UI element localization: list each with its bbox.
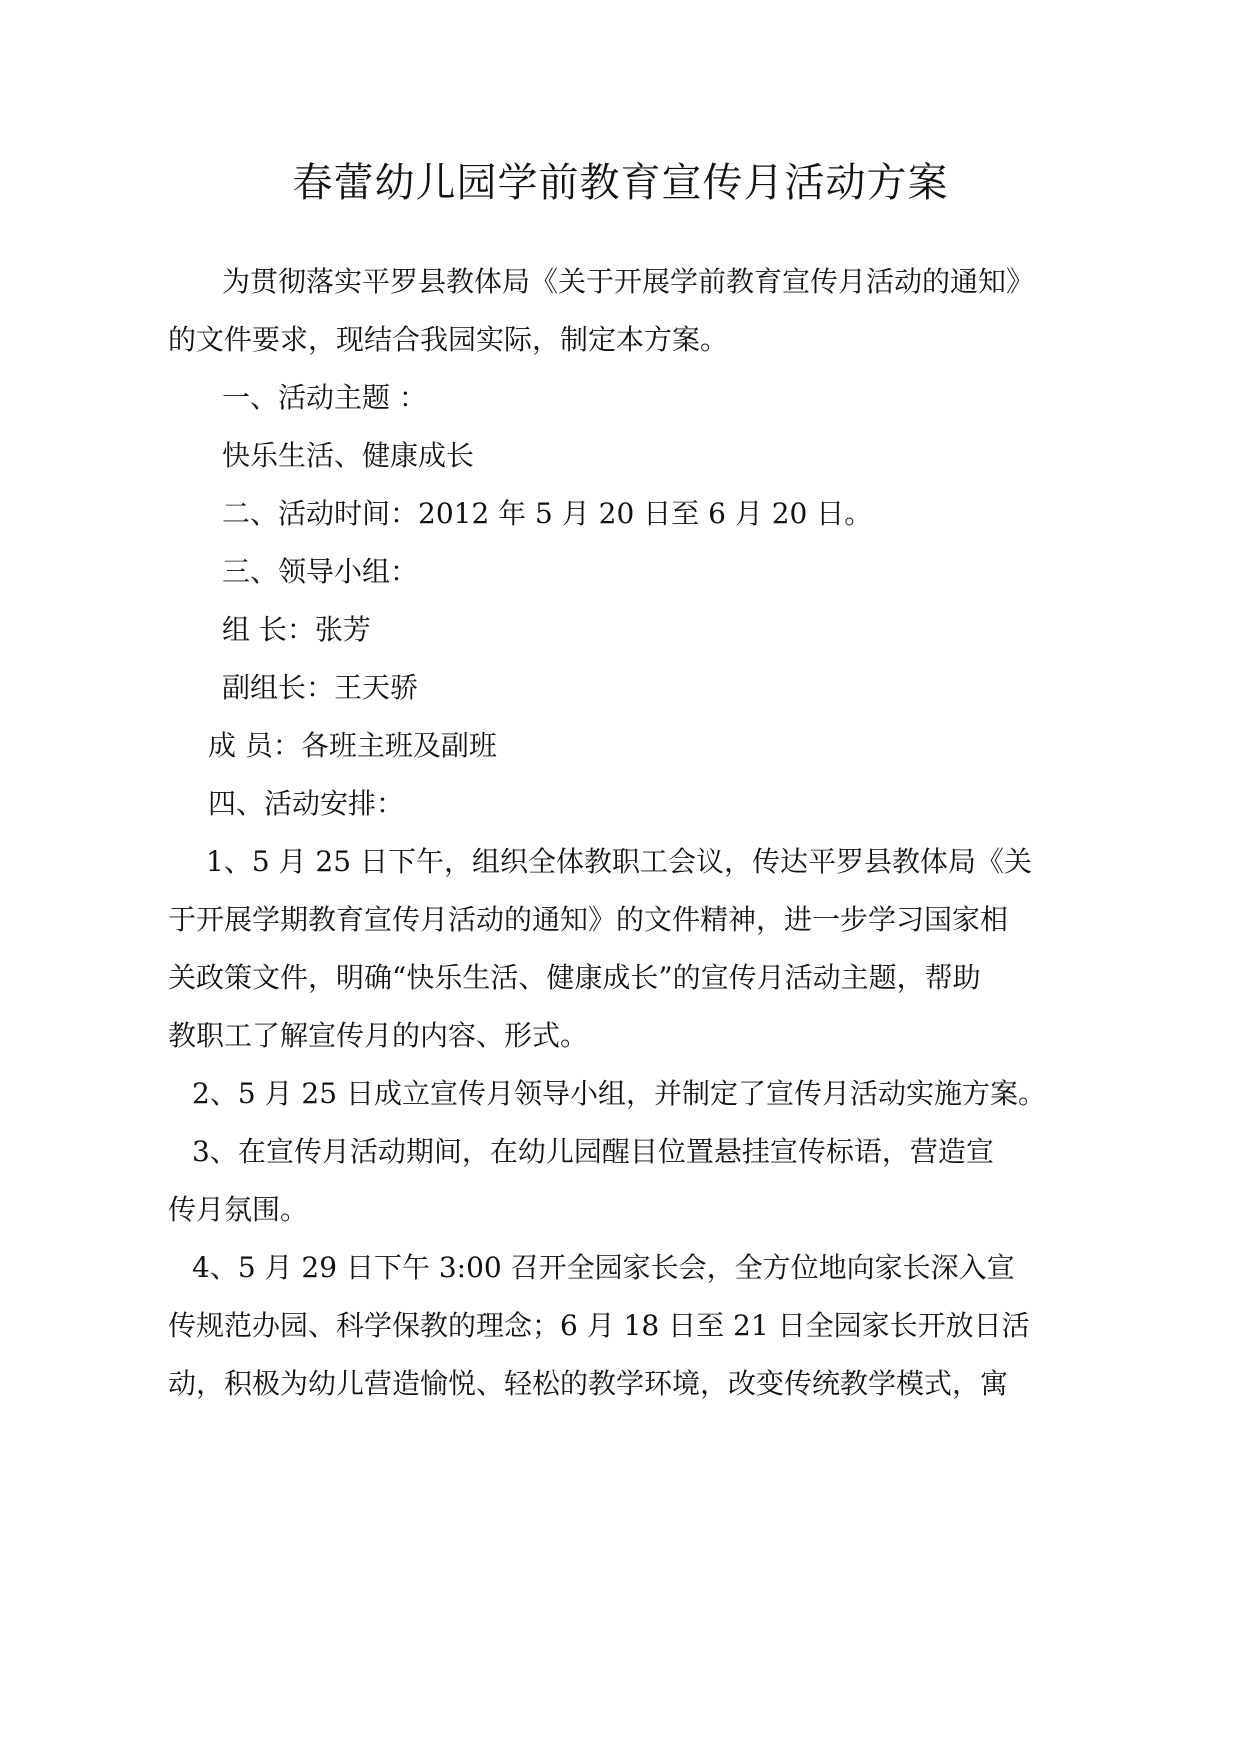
paragraph-line: 传规范办园、科学保教的理念；6 月 18 日至 21 日全园家长开放日活: [168, 1309, 1030, 1342]
paragraph-line: 组 长：张芳: [222, 613, 371, 646]
paragraph-line: 4、5 月 29 日下午 3:00 召开全园家长会，全方位地向家长深入宣: [192, 1251, 1015, 1284]
paragraph-line: 教职工了解宣传月的内容、形式。: [168, 1019, 589, 1052]
paragraph-line: 三、领导小组：: [222, 555, 419, 588]
paragraph-line: 二、活动时间：2012 年 5 月 20 日至 6 月 20 日。: [222, 497, 873, 530]
paragraph-line: 四、活动安排：: [208, 787, 405, 820]
paragraph-line: 副组长：王天骄: [222, 671, 419, 704]
paragraph-line: 3、在宣传月活动期间，在幼儿园醒目位置悬挂宣传标语，营造宣: [192, 1135, 994, 1168]
paragraph-line: 传月氛围。: [168, 1193, 309, 1226]
paragraph-line: 2、5 月 25 日成立宣传月领导小组，并制定了宣传月活动实施方案。: [192, 1077, 1046, 1110]
paragraph-line: 动，积极为幼儿营造愉悦、轻松的教学环境，改变传统教学模式，寓: [168, 1367, 1009, 1400]
paragraph-line: 快乐生活、健康成长: [222, 439, 475, 472]
paragraph-line: 关政策文件，明确“快乐生活、健康成长”的宣传月活动主题，帮助: [168, 961, 981, 994]
paragraph-line: 一、活动主题 ：: [222, 381, 427, 414]
document-title: 春蕾幼儿园学前教育宣传月活动方案: [292, 160, 949, 206]
paragraph-line: 成 员：各班主班及副班: [208, 729, 497, 762]
paragraph-line: 为贯彻落实平罗县教体局《关于开展学前教育宣传月活动的通知》: [222, 265, 1035, 298]
paragraph-line: 的文件要求，现结合我园实际，制定本方案。: [168, 323, 729, 356]
paragraph-line: 于开展学期教育宣传月活动的通知》的文件精神，进一步学习国家相: [168, 903, 1009, 936]
paragraph-line: 1、5 月 25 日下午，组织全体教职工会议，传达平罗县教体局《关: [206, 845, 1032, 878]
